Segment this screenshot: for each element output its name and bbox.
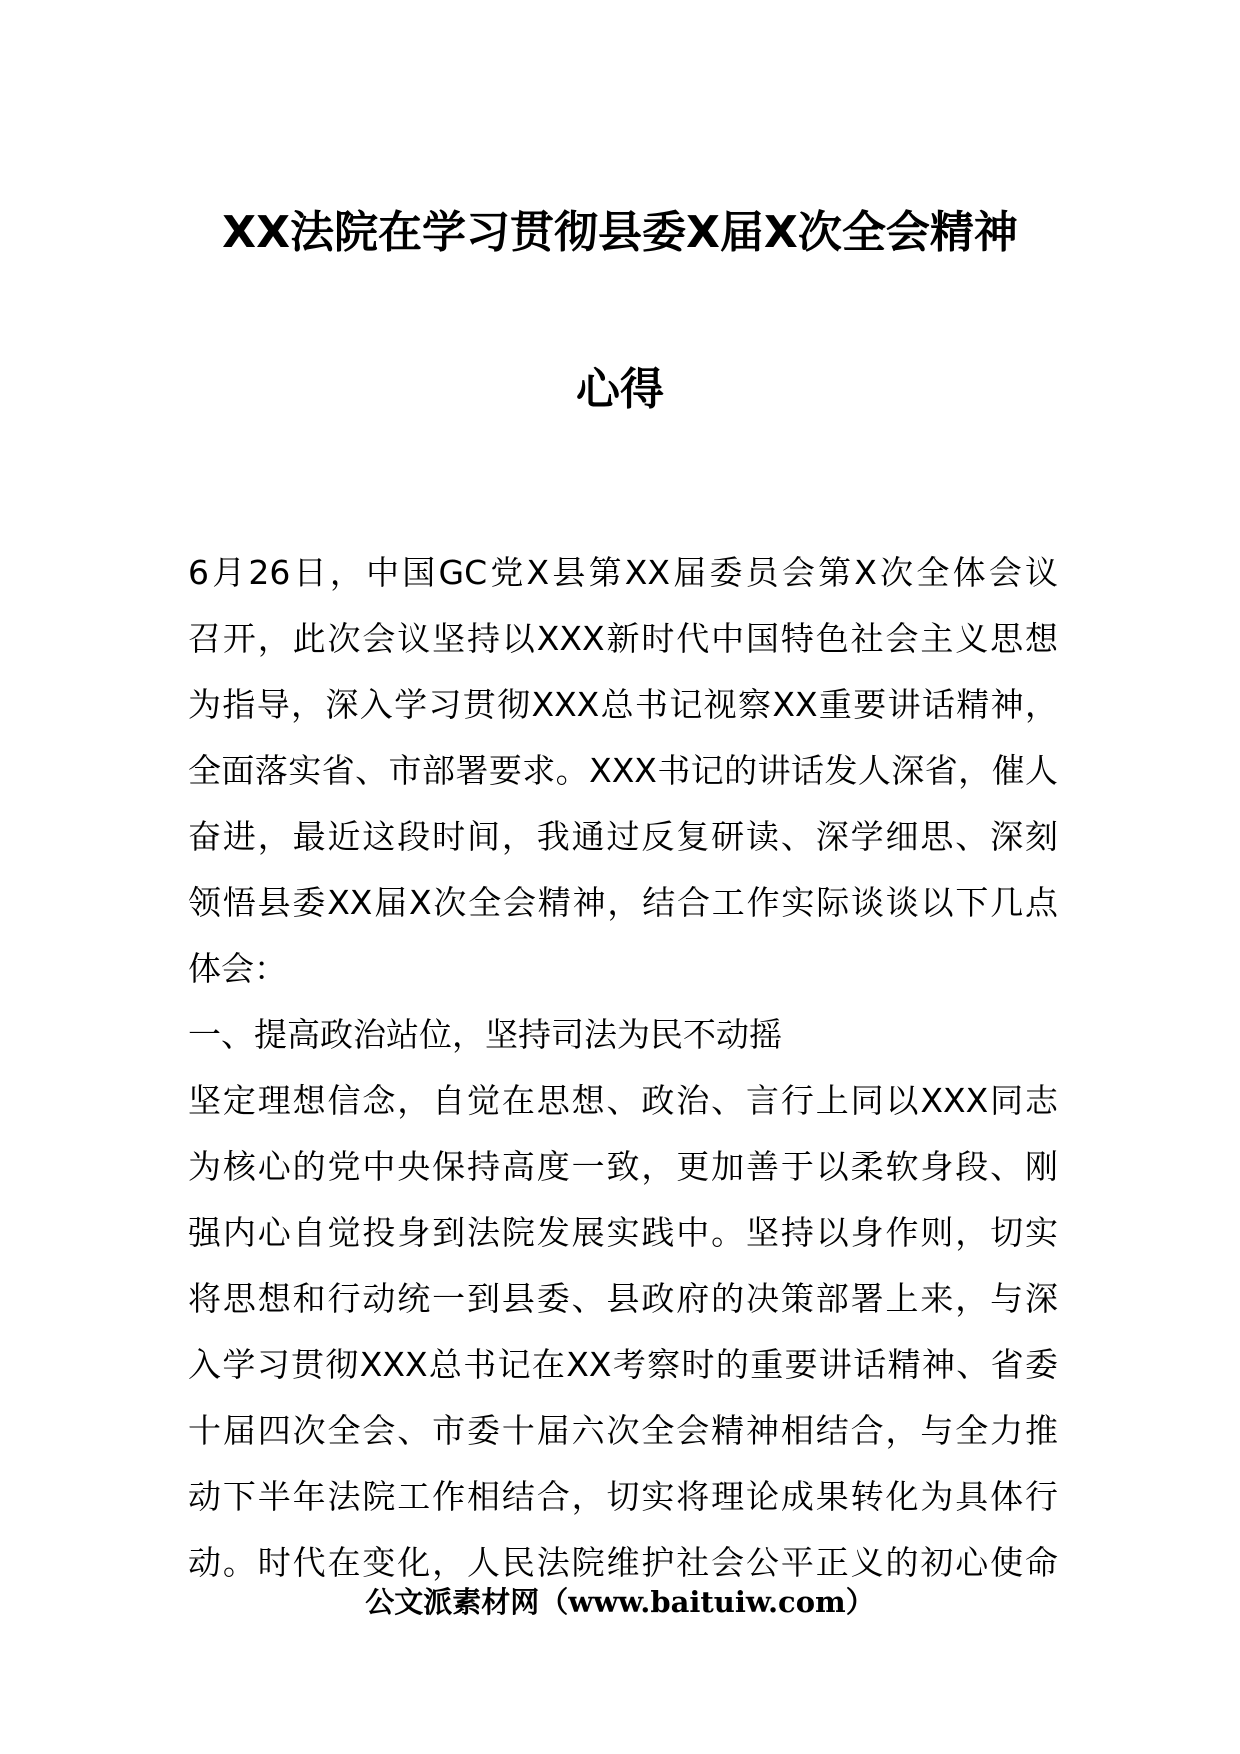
body-line: 奋进，最近这段时间，我通过反复研读、深学细思、深刻 xyxy=(188,817,1058,856)
body-line: 坚定理想信念，自觉在思想、政治、言行上同以XXX同志 xyxy=(188,1081,1058,1120)
body-line: 强内心自觉投身到法院发展实践中。坚持以身作则，切实 xyxy=(188,1213,1058,1252)
body-line: 体会： xyxy=(188,949,287,988)
body-line: 十届四次全会、市委十届六次全会精神相结合，与全力推 xyxy=(188,1411,1058,1450)
body-line: 动下半年法院工作相结合，切实将理论成果转化为具体行 xyxy=(188,1477,1058,1516)
section-heading: 一、提高政治站位，坚持司法为民不动摇 xyxy=(188,1015,782,1054)
document-title-line-1: XX法院在学习贯彻县委X届X次全会精神 xyxy=(222,207,1018,258)
body-line: 召开，此次会议坚持以XXX新时代中国特色社会主义思想 xyxy=(188,619,1058,658)
body-line: 入学习贯彻XXX总书记在XX考察时的重要讲话精神、省委 xyxy=(188,1345,1058,1384)
body-line: 全面落实省、市部署要求。XXX书记的讲话发人深省，催人 xyxy=(188,751,1058,790)
footer-watermark: 公文派素材网（www.baituiw.com） xyxy=(365,1585,875,1619)
document-title-line-2: 心得 xyxy=(576,364,664,415)
document-body xyxy=(188,540,1058,1596)
body-line: 6月26日，中国GC党X县第XX届委员会第X次全体会议 xyxy=(188,553,1058,592)
body-line: 为核心的党中央保持高度一致，更加善于以柔软身段、刚 xyxy=(188,1147,1058,1186)
body-line: 将思想和行动统一到县委、县政府的决策部署上来，与深 xyxy=(188,1279,1058,1318)
body-line: 为指导，深入学习贯彻XXX总书记视察XX重要讲话精神， xyxy=(188,685,1058,724)
body-line: 动。时代在变化，人民法院维护社会公平正义的初心使命 xyxy=(188,1543,1058,1582)
body-line: 领悟县委XX届X次全会精神，结合工作实际谈谈以下几点 xyxy=(188,883,1058,922)
